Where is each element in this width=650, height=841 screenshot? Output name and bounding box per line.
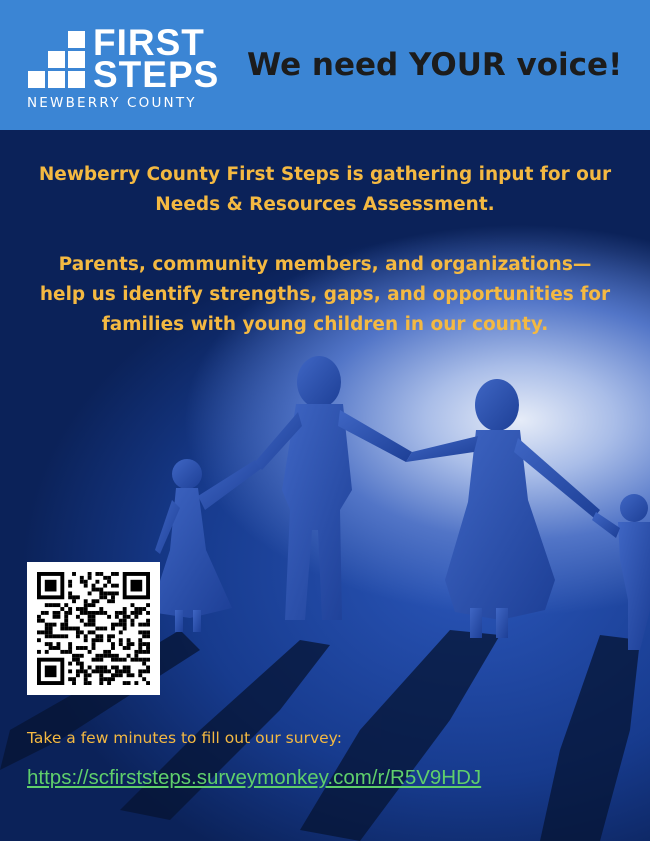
- intro-line: families with young children in our county.: [101, 314, 549, 335]
- intro-text: [0, 160, 650, 340]
- intro-line: help us identify strengths, gaps, and opportunities for: [39, 284, 611, 305]
- intro-line: Needs & Resources Assessment.: [155, 194, 495, 215]
- survey-qr-code[interactable]: [27, 562, 160, 695]
- qr-code-icon: [37, 572, 150, 685]
- logo-subline: NEWBERRY COUNTY: [27, 95, 197, 111]
- logo-text-first: FIRST: [93, 22, 205, 63]
- header-banner: [0, 0, 650, 130]
- survey-link[interactable]: https://scfirststeps.surveymonkey.com/r/R5V9HDJ: [27, 766, 482, 789]
- intro-line: Parents, community members, and organizations—: [58, 254, 592, 275]
- intro-line: Newberry County First Steps is gathering input for our: [38, 164, 612, 185]
- survey-prompt: Take a few minutes to fill out our survey:: [27, 729, 342, 747]
- page-headline: We need YOUR voice!: [247, 47, 623, 83]
- logo-text-steps: STEPS: [93, 54, 220, 95]
- first-steps-logo-icon: [27, 31, 85, 89]
